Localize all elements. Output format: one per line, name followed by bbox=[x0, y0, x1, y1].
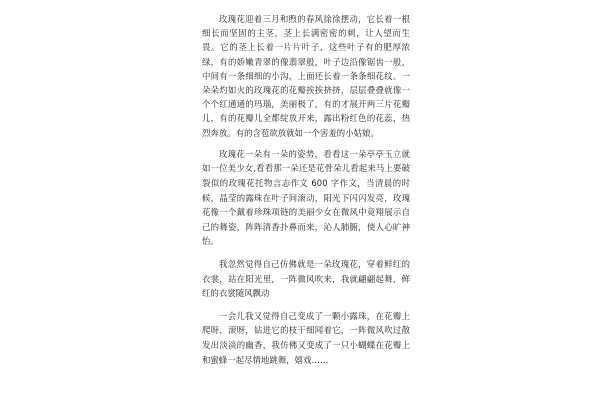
paragraph-imagine-dewdrop: 一会儿我又觉得自己变成了一颗小露珠，在花瓣上爬呀，滚呀，钻进它的枝干细闻着它，一阵微风吹过散发出淡淡的幽香，我仿佛又变成了一只小蝴蝶在花瓣上和蜜蜂一起尽情地跳舞，嬉戏…… bbox=[202, 310, 410, 365]
paragraph-stem-leaves-flowers: 玫瑰花迎着三月和煦的春风徐徐摆动，它长着一根细长而坚固的主茎，茎上长满密密的刺，让人望而生畏。它的茎上长着一片片叶子，这些叶子有的肥厚浓绿，有的娇嫩青翠的像翡翠般，叶子边沿像锯齿一般，中间有一条细细的小沟，上面还长着一条条细花纹。一朵朵灼如火的玫瑰花的花瓣挨挨挤挤，层层叠叠就像一个个红通通的玛瑙，美丽极了，有的才展开两三片花瓣儿，有的花瓣儿全都绽放开来，露出粉红色的花蕊，热烈奔放。有的含苞欲放就如一个害羞的小姑娘。 bbox=[202, 14, 410, 138]
paragraph-imagine-rose: 我忽然觉得自己仿佛就是一朵玫瑰花，穿着鲜红的衣裳，站在阳光里，一阵微风吹来，我就翩翩起舞，鲜红的衣裳随风飘动 bbox=[202, 258, 410, 299]
essay-body bbox=[202, 12, 410, 367]
paragraph-flower-postures: 玫瑰花一朵有一朵的姿势，看看这一朵亭亭玉立就如一位美少女,看看那一朵还是花骨朵儿看起来马上要破裂似的玫瑰花托物言志作文 600 字作文，当清晨的时候，晶莹的露珠在叶子间滚动，阳光下闪闪发亮，玫瑰花像一个戴着珍珠项链的美丽少女在微风中竟翔展示自己的舞姿，阵阵清香扑鼻而来，沁人肺腑，使人心旷神怡。 bbox=[202, 148, 410, 247]
